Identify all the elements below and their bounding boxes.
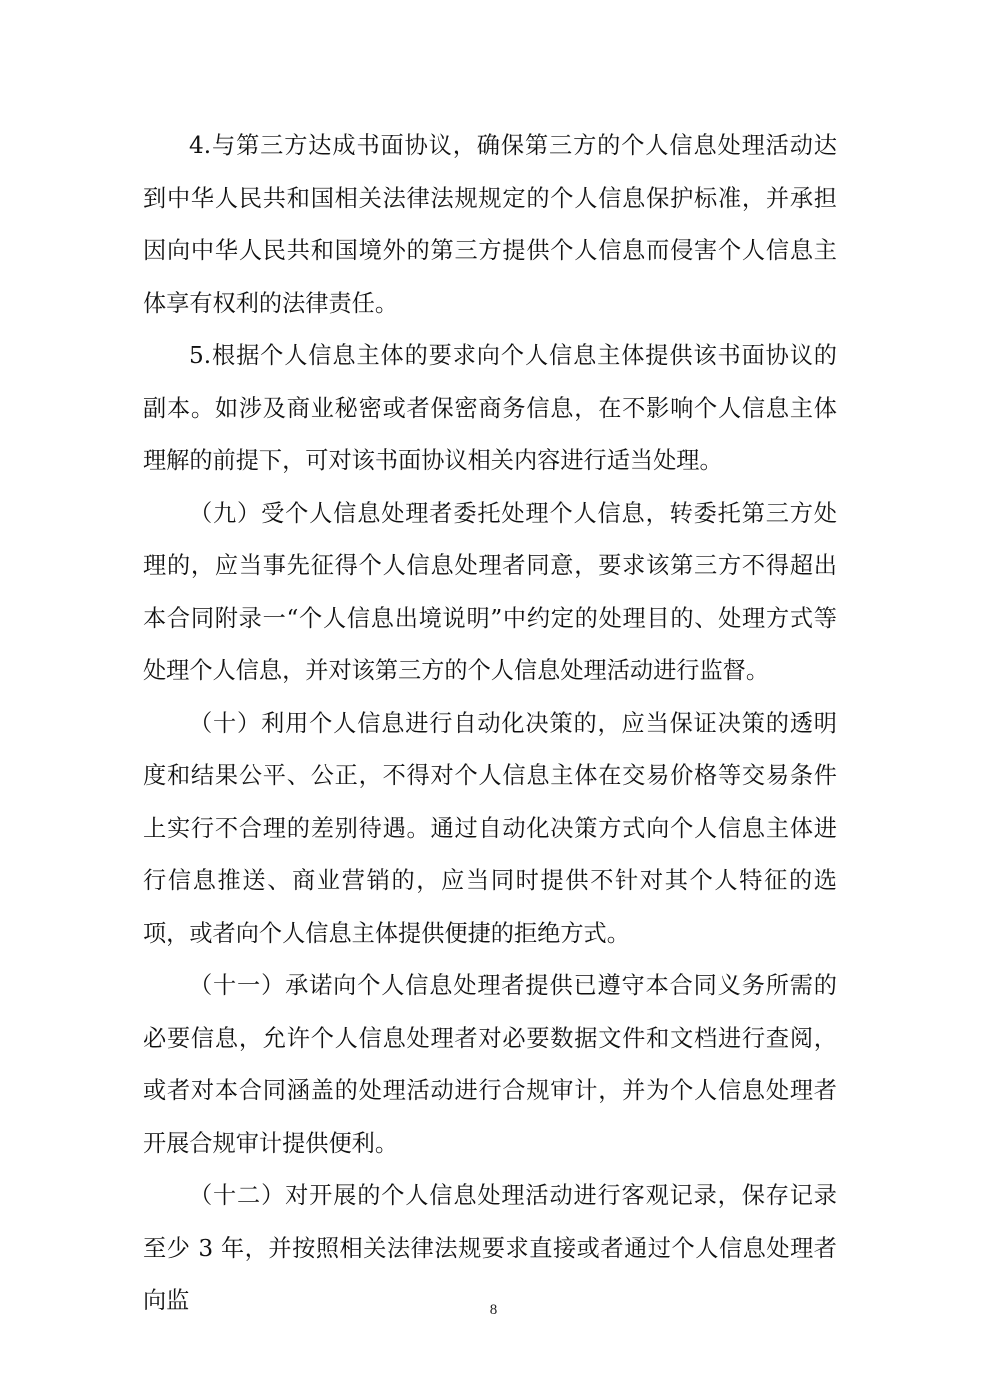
page-number: 8: [489, 1302, 498, 1318]
paragraph-clause-5: 5.根据个人信息主体的要求向个人信息主体提供该书面协议的副本。如涉及商业秘密或者保密商务信息，在不影响个人信息主体理解的前提下，可对该书面协议相关内容进行适当处理。: [143, 342, 837, 474]
paragraph-clause-10: （十）利用个人信息进行自动化决策的，应当保证决策的透明度和结果公平、公正，不得对个人信息主体在交易价格等交易条件上实行不合理的差别待遇。通过自动化决策方式向个人信息主体进行信息推送、商业营销的，应当同时提供不针对其个人特征的选项，或者向个人信息主体提供便捷的拒绝方式。: [143, 709, 837, 947]
paragraph-clause-11: （十一）承诺向个人信息处理者提供已遵守本合同义务所需的必要信息，允许个人信息处理者对必要数据文件和文档进行查阅，或者对本合同涵盖的处理活动进行合规审计，并为个人信息处理者开展合规审计提供便利。: [143, 972, 837, 1157]
paragraph-clause-4: 4.与第三方达成书面协议，确保第三方的个人信息处理活动达到中华人民共和国相关法律法规规定的个人信息保护标准，并承担因向中华人民共和国境外的第三方提供个人信息而侵害个人信息主体享有权利的法律责任。: [143, 132, 837, 317]
paragraph-clause-12: （十二）对开展的个人信息处理活动进行客观记录，保存记录至少 3 年，并按照相关法律法规要求直接或者通过个人信息处理者向监: [143, 1182, 837, 1314]
document-body: [143, 120, 837, 1328]
paragraph-clause-9: （九）受个人信息处理者委托处理个人信息，转委托第三方处理的，应当事先征得个人信息处理者同意，要求该第三方不得超出本合同附录一“个人信息出境说明”中约定的处理目的、处理方式等处理个人信息，并对该第三方的个人信息处理活动进行监督。: [143, 499, 837, 684]
